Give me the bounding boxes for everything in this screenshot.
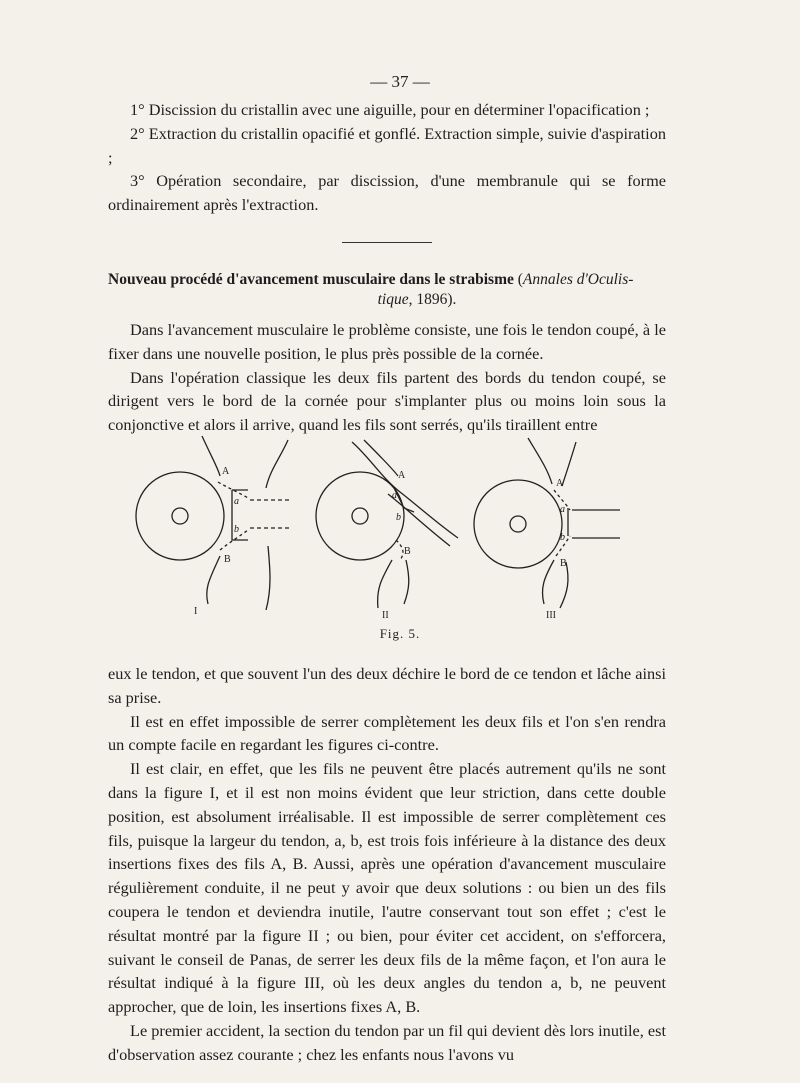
panel-3-muscle <box>572 510 620 538</box>
panel-label-III: III <box>546 610 556 621</box>
panel-3-label-b: b <box>560 532 565 543</box>
article-title: Nouveau procédé d'avancement musculaire dans le strabisme <box>108 271 514 288</box>
panel-2-upper-thread-b <box>364 440 398 476</box>
panel-2-suture-lower <box>396 540 403 560</box>
panel-2-label-B: B <box>404 546 411 557</box>
panel-2-label-A: A <box>398 470 406 481</box>
article-heading: Nouveau procédé d'avancement musculaire dans le strabisme (Annales d'Oculis- tique, 1896). <box>108 271 634 308</box>
panel-1-upper-thread-b <box>266 440 288 488</box>
panel-1-lower-thread-b <box>266 546 270 610</box>
body-paragraph-5: Il est clair, en effet, que les fils ne peuvent être placés autrement qu'ils ne sont dans la figure I, et il est non moins évident que leur striction, dans cette double position, est absolument irréalisable. Il est impossible de serrer complètement ces fils, puisque la largeur du tendon, a, b, est trois fois inférieure à la distance des deux insertions fixes des fils A, B. Aussi, après une opération d'avancement musculaire régulièrement conduite, il ne peut y avoir que deux solutions : ou bien un des fils coupera le tendon et deviendra inutile, l'autre conservant tout son effet ; c'est le résultat montré par la figure II ; ou bien, pour éviter cet accident, on s'efforcera, suivant le conseil de Panas, de serrer les deux fils de la même façon, et l'on aura le résultat indiqué à la figure III, où les deux angles du tendon a, b, ne peuvent approcher, que de loin, les insertions fixes A, B. <box>108 759 666 1017</box>
panel-2-label-a: a <box>392 490 397 501</box>
panel-1-label-a: a <box>234 496 239 507</box>
intro-paragraph-1: 1° Discission du cristallin avec une aiguille, pour en déterminer l'opacification ; <box>130 100 650 119</box>
panel-1-label-b: b <box>234 524 239 535</box>
panel-3-lower-thread-a <box>542 560 554 604</box>
intro-list <box>108 98 666 217</box>
body-paragraph-3: eux le tendon, et que souvent l'un des deux déchire le bord de ce tendon et lâche ainsi sa prise. <box>108 664 666 707</box>
section-divider <box>342 242 432 243</box>
panel-3-upper-thread-b <box>562 442 576 486</box>
body-paragraph-2: Dans l'opération classique les deux fils partent des bords du tendon coupé, se dirigent vers le bord de la cornée pour s'implanter plus ou moins loin sous la conjonctive et alors il arrive, quand les fils sont serrés, qu'ils tiraillent entre <box>108 367 666 435</box>
body-before-figure <box>108 318 666 437</box>
intro-paragraph-3: 3° Opération secondaire, par discission, d'une membranule qui se forme ordinairement après l'extraction. <box>108 171 666 215</box>
panel-2-upper-thread <box>352 442 458 538</box>
panel-3-upper-thread-a <box>528 438 552 484</box>
panel-1-eye <box>136 472 224 560</box>
citation-year: , 1896). <box>408 291 457 308</box>
citation-journal-part2: tique <box>377 291 409 308</box>
figure-caption: Fig. 5. <box>379 626 421 641</box>
body-paragraph-4: Il est en effet impossible de serrer complètement les deux fils et l'on s'en rendra un compte facile en regardant les figures ci-contre. <box>108 711 666 755</box>
intro-paragraph-2: 2° Extraction du cristallin opacifié et gonflé. Extraction simple, suivie d'aspiration ; <box>108 123 666 167</box>
panel-1-dashed-fibers <box>250 500 290 528</box>
panel-1-label-B: B <box>224 554 231 565</box>
panel-3-label-A: A <box>556 478 564 489</box>
citation-journal-part1: Annales d'Oculis- <box>522 271 634 288</box>
panel-2-eye <box>316 472 404 560</box>
panel-label-II: II <box>382 610 389 621</box>
panel-3-eye <box>474 480 562 568</box>
figure-5-diagram <box>120 428 680 638</box>
panel-3-label-B: B <box>560 558 567 569</box>
body-after-figure <box>108 662 666 1067</box>
panel-2-lower-thread-b <box>404 560 409 604</box>
panel-1-upper-thread-a <box>202 436 220 476</box>
page-number: — 37 — <box>370 72 430 91</box>
body-paragraph-6: Le premier accident, la section du tendon par un fil qui devient dès lors inutile, est d'observation assez courante ; chez les enfants nous l'avons vu <box>108 1020 666 1064</box>
panel-3-label-a: a <box>560 504 565 515</box>
panel-1-label-A: A <box>222 466 230 477</box>
panel-2-lower-thread <box>378 560 392 608</box>
panel-label-I: I <box>194 606 198 617</box>
panel-1-lower-thread-a <box>207 556 220 604</box>
body-paragraph-1: Dans l'avancement musculaire le problème consiste, une fois le tendon coupé, à le fixer dans une nouvelle position, le plus près possible de la cornée. <box>108 320 666 363</box>
panel-2-label-b: b <box>396 512 401 523</box>
